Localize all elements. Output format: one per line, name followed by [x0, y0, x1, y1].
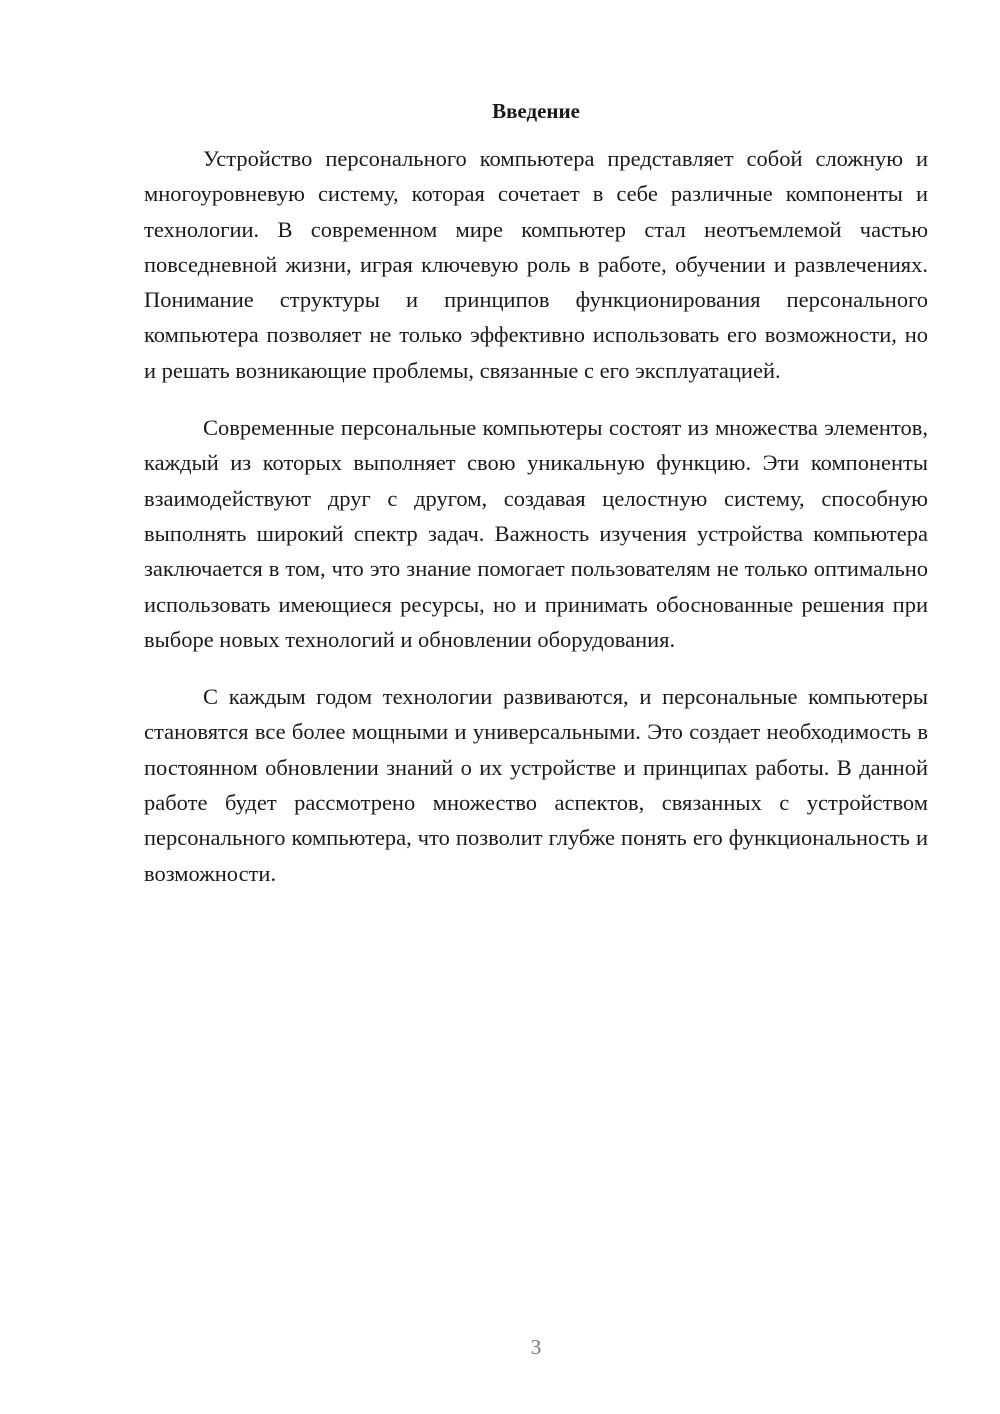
paragraph-1: Устройство персонального компьютера представляет собой сложную и многоуровневую систему, которая сочетает в себе различные компоненты и технологии. В современном мире компьютер стал неотъемлемой частью повседневной жизни, играя ключевую роль в работе, обучении и развлечениях. Понимание структуры и принципов функционирования персонального компьютера позволяет не только эффективно использовать его возможности, но и решать возникающие проблемы, связанные с его эксплуатацией.: [144, 146, 928, 383]
paragraph-2: Современные персональные компьютеры состоят из множества элементов, каждый из которых выполняет свою уникальную функцию. Эти компоненты взаимодействуют друг с другом, создавая целостную систему, способную выполнять широкий спектр задач. Важность изучения устройства компьютера заключается в том, что это знание помогает пользователям не только оптимально использовать имеющиеся ресурсы, но и принимать обоснованные решения при выборе новых технологий и обновлении оборудования.: [144, 415, 928, 652]
document-body: [144, 141, 928, 913]
paragraph-3: С каждым годом технологии развиваются, и персональные компьютеры становятся все более мощными и универсальными. Это создает необходимость в постоянном обновлении знаний о их устройстве и принципах работы. В данной работе будет рассмотрено множество аспектов, связанных с устройством персонального компьютера, что позволит глубже понять его функциональность и возможности.: [144, 684, 928, 886]
page-title: Введение: [492, 99, 580, 123]
page-number: 3: [530, 1335, 542, 1359]
